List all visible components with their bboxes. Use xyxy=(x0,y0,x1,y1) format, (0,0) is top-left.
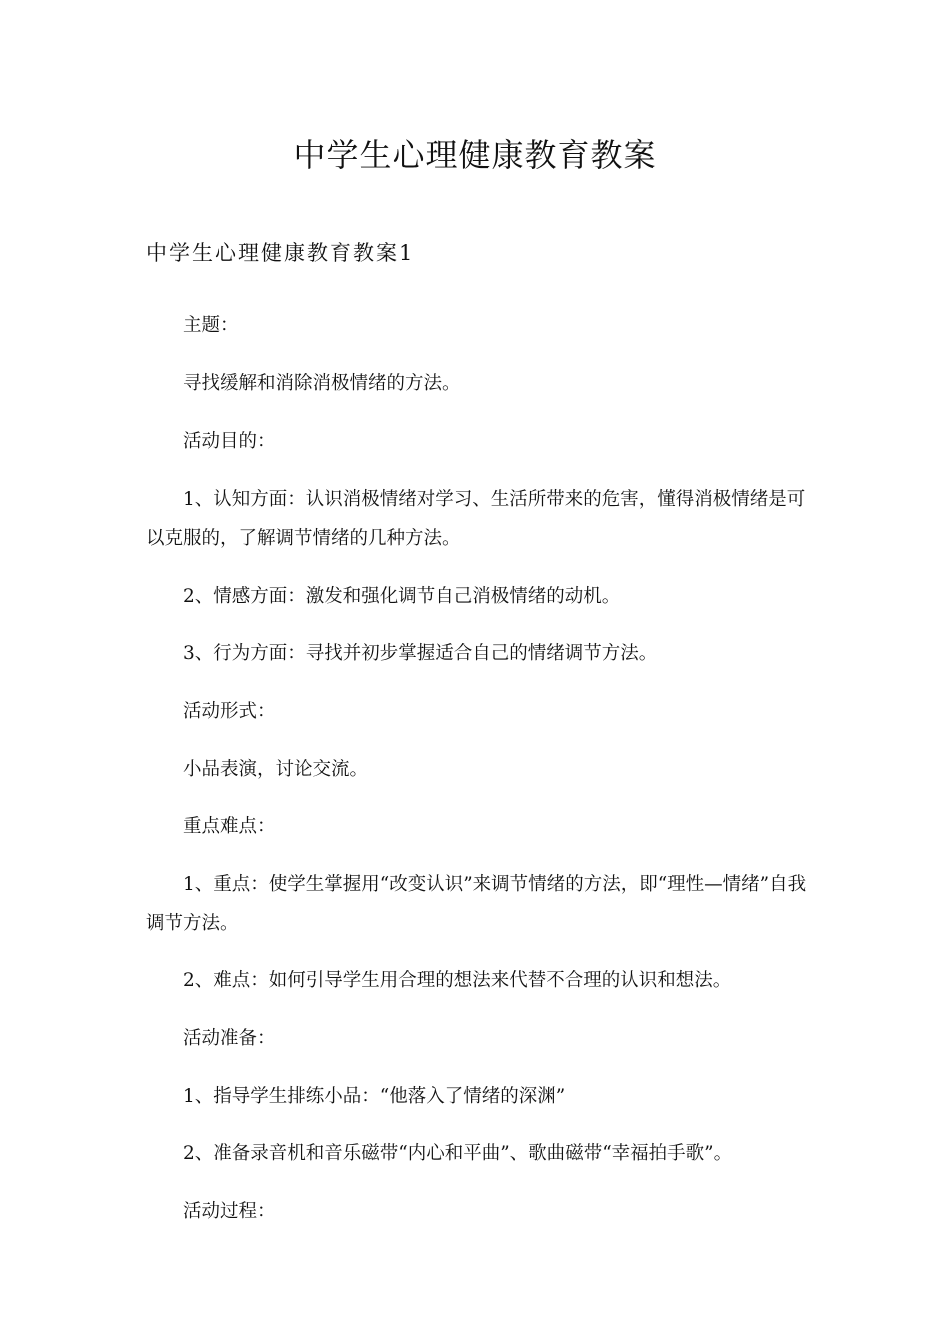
paragraph-theme-label: 主题： xyxy=(183,315,239,336)
paragraph-goal-behavioral: 3、行为方面：寻找并初步掌握适合自己的情绪调节方法。 xyxy=(183,643,658,664)
paragraph-theme-text: 寻找缓解和消除消极情绪的方法。 xyxy=(183,373,461,394)
section-heading: 中学生心理健康教育教案1 xyxy=(146,241,415,265)
paragraph-goal-cognitive: 1、认知方面：认识消极情绪对学习、生活所带来的危害，懂得消极情绪是可以克服的，了解调节情绪的几种方法。 xyxy=(146,489,806,549)
paragraph-key-label: 重点难点： xyxy=(183,816,276,837)
paragraph-prep-label: 活动准备： xyxy=(183,1028,276,1049)
paragraph-form-label: 活动形式： xyxy=(183,701,276,722)
paragraph-form-text: 小品表演，讨论交流。 xyxy=(183,759,369,780)
document-title: 中学生心理健康教育教案 xyxy=(293,136,657,174)
paragraph-process-label: 活动过程： xyxy=(183,1201,276,1222)
paragraph-prep-skit: 1、指导学生排练小品：“他落入了情绪的深渊” xyxy=(183,1086,566,1107)
paragraph-goal-label: 活动目的： xyxy=(183,431,276,452)
paragraph-prep-music: 2、准备录音机和音乐磁带“内心和平曲”、歌曲磁带“幸福拍手歌”。 xyxy=(183,1143,733,1164)
paragraph-goal-emotional: 2、情感方面：激发和强化调节自己消极情绪的动机。 xyxy=(183,586,621,607)
paragraph-difficulty: 2、难点：如何引导学生用合理的想法来代替不合理的认识和想法。 xyxy=(183,970,732,991)
paragraph-key-point: 1、重点：使学生掌握用“改变认识”来调节情绪的方法，即“理性—情绪”自我调节方法。 xyxy=(146,874,807,934)
